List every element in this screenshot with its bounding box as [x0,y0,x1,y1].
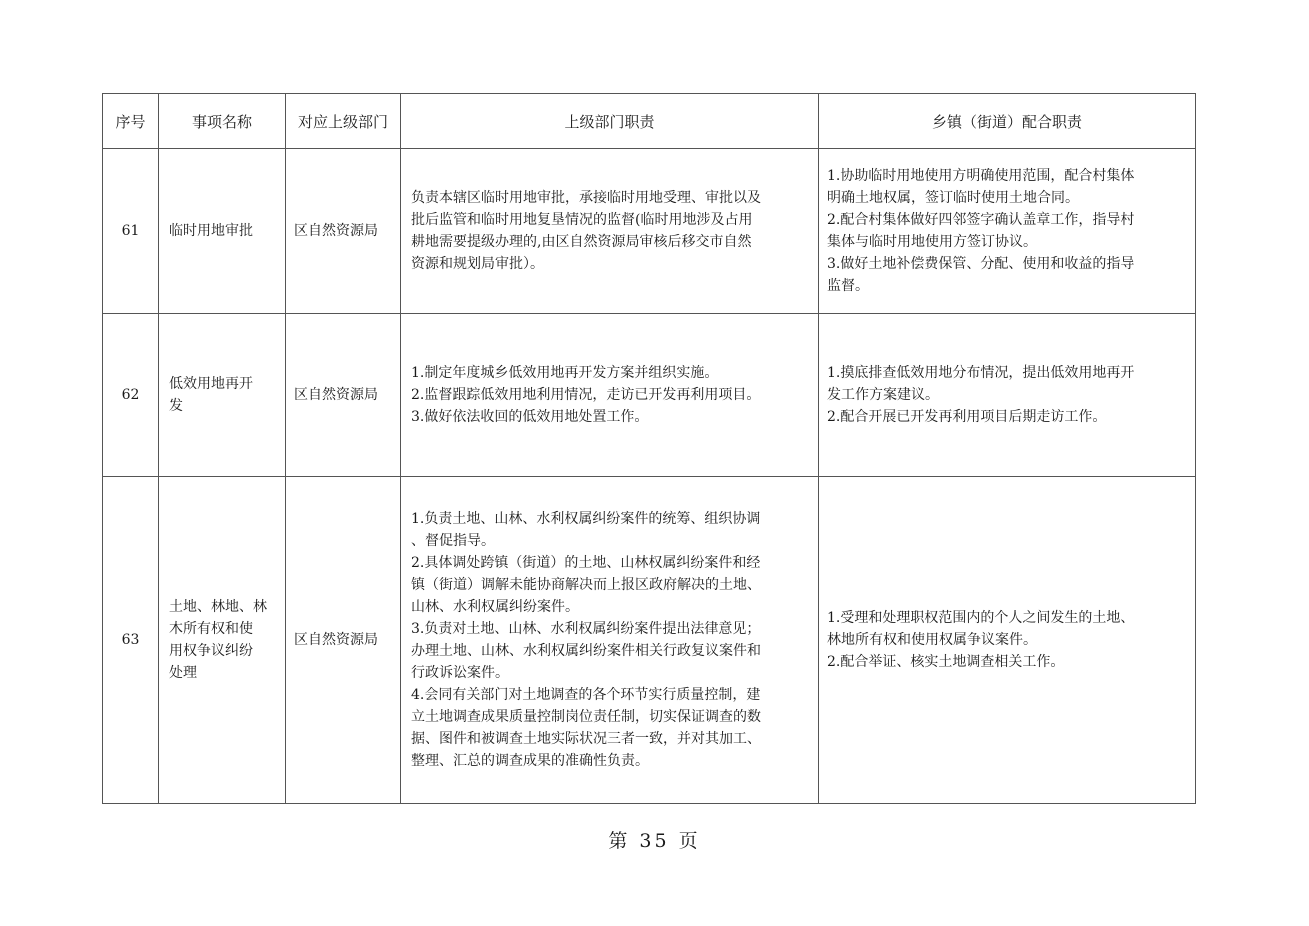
duty-line: 办理土地、山林、水利权属纠纷案件相关行政复议案件和 [411,643,761,659]
item-name [159,314,286,477]
department: 区自然资源局 [286,477,401,804]
duty-line: 镇（街道）调解未能协商解决而上报区政府解决的土地、 [411,577,761,593]
coop-line: 1.协助临时用地使用方明确使用范围，配合村集体 [827,168,1135,184]
duty-line: 2.监督跟踪低效用地利用情况，走访已开发再利用项目。 [411,387,761,403]
duty-line: 1.负责土地、山林、水利权属纠纷案件的统筹、组织协调 [411,511,761,527]
item-name [159,477,286,804]
header-dept: 对应上级部门 [286,94,401,149]
table-header-row [103,94,1196,149]
header-coop: 乡镇（街道）配合职责 [819,94,1196,149]
dept-duty [401,477,819,804]
row-number: 62 [103,314,159,477]
coop-line: 2.配合村集体做好四邻签字确认盖章工作，指导村 [827,212,1135,228]
table-row [103,314,1196,477]
coop-line: 3.做好土地补偿费保管、分配、使用和收益的指导 [827,256,1135,272]
row-number: 61 [103,149,159,314]
item-name-line: 发 [169,398,183,414]
table-row [103,477,1196,804]
duty-line: 负责本辖区临时用地审批，承接临时用地受理、审批以及 [411,190,761,206]
duty-line: 立土地调查成果质量控制岗位责任制，切实保证调查的数 [411,709,761,725]
duty-line: 3.做好依法收回的低效用地处置工作。 [411,409,649,425]
duty-line: 4.会同有关部门对土地调查的各个环节实行质量控制，建 [411,687,761,703]
coop-line: 2.配合开展已开发再利用项目后期走访工作。 [827,409,1107,425]
header-name: 事项名称 [159,94,286,149]
coop-line: 1.受理和处理职权范围内的个人之间发生的土地、 [827,610,1135,626]
department: 区自然资源局 [286,149,401,314]
duty-line: 2.具体调处跨镇（街道）的土地、山林权属纠纷案件和经 [411,555,761,571]
coop-line: 集体与临时用地使用方签订协议。 [827,234,1037,250]
duty-line: 3.负责对土地、山林、水利权属纠纷案件提出法律意见； [411,621,761,637]
header-num: 序号 [103,94,159,149]
coop-line: 监督。 [827,278,869,294]
item-name-line: 处理 [169,665,197,681]
item-name-line: 土地、林地、林 [169,599,267,615]
coop-line: 林地所有权和使用权属争议案件。 [827,632,1037,648]
duty-line: 、督促指导。 [411,533,495,549]
duty-table [102,93,1196,804]
item-name [159,149,286,314]
dept-duty [401,314,819,477]
department: 区自然资源局 [286,314,401,477]
item-name-line: 低效用地再开 [169,376,253,392]
duty-line: 耕地需要提级办理的,由区自然资源局审核后移交市自然 [411,234,752,250]
town-coop-duty [819,314,1196,477]
table-row [103,149,1196,314]
coop-line: 明确土地权属，签订临时使用土地合同。 [827,190,1079,206]
page-number: 第 35 页 [608,830,701,852]
item-name-line: 用权争议纠纷 [169,643,253,659]
duty-line: 行政诉讼案件。 [411,665,509,681]
coop-line: 发工作方案建议。 [827,387,939,403]
town-coop-duty [819,149,1196,314]
dept-duty [401,149,819,314]
duty-line: 批后监管和临时用地复垦情况的监督(临时用地涉及占用 [411,212,753,228]
town-coop-duty [819,477,1196,804]
duty-line: 整理、汇总的调查成果的准确性负责。 [411,753,649,769]
duty-line: 山林、水利权属纠纷案件。 [411,599,579,615]
item-name-line: 木所有权和使 [169,621,253,637]
duty-line: 资源和规划局审批）。 [411,256,544,272]
duty-line: 1.制定年度城乡低效用地再开发方案并组织实施。 [411,365,719,381]
coop-line: 2.配合举证、核实土地调查相关工作。 [827,654,1065,670]
duty-line: 据、图件和被调查土地实际状况三者一致，并对其加工、 [411,731,761,747]
header-duty: 上级部门职责 [401,94,819,149]
coop-line: 1.摸底排查低效用地分布情况，提出低效用地再开 [827,365,1135,381]
row-number: 63 [103,477,159,804]
item-name-line: 临时用地审批 [169,223,253,239]
